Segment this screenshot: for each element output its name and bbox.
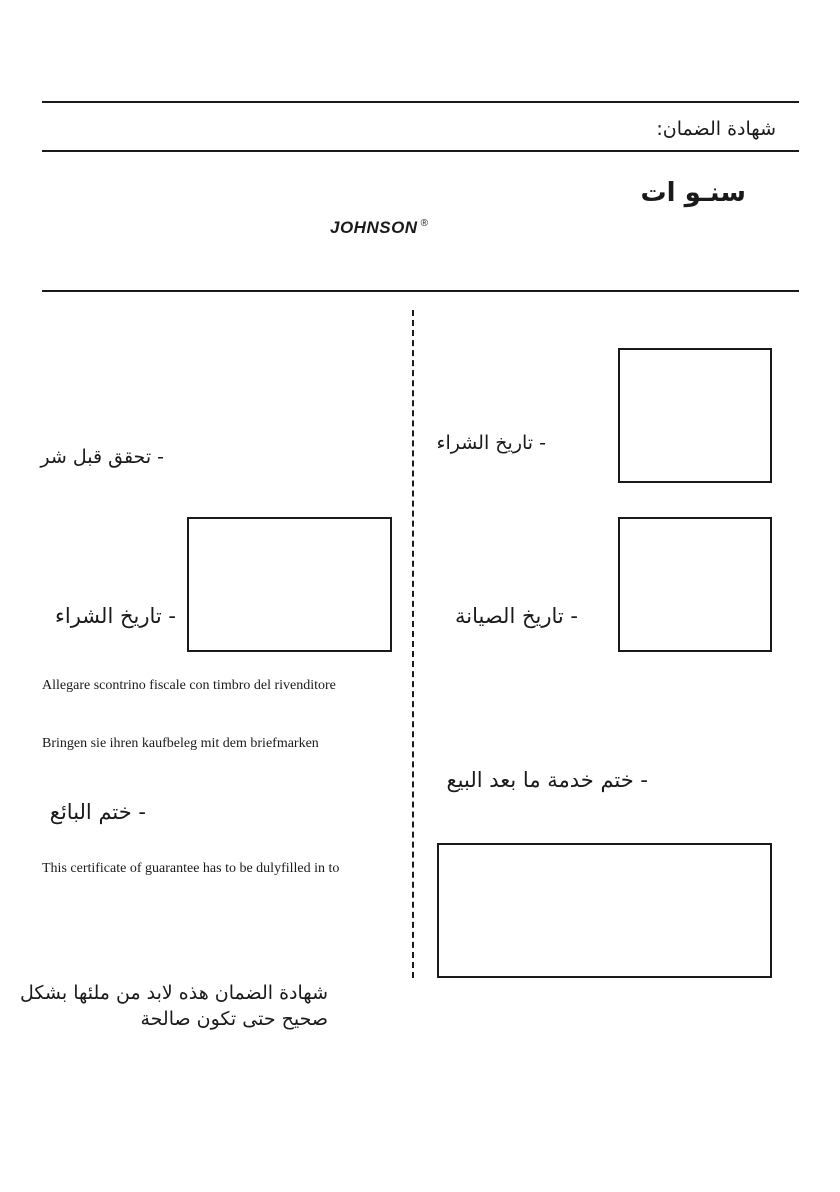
years-label: سنـو ات (640, 178, 746, 208)
german-note: Bringen sie ihren kaufbeleg mit dem briefmarken (42, 736, 319, 751)
left-purchase-date-label: - تاريخ الشراء (55, 604, 176, 628)
italian-note: Allegare scontrino fiscale con timbro del rivenditore (42, 678, 336, 693)
seller-stamp-label: - ختم البائع (49, 800, 146, 824)
arabic-note-line-1: شهادة الضمان هذه لابد من ملئها بشكل (20, 982, 328, 1004)
english-note: This certificate of guarantee has to be dulyfilled in to (42, 861, 340, 876)
header-bottom-rule (42, 150, 799, 152)
right-purchase-date-label: - تاريخ الشراء (436, 432, 546, 454)
registered-mark: ® (420, 218, 429, 230)
cut-line-divider (412, 310, 414, 978)
top-rule (42, 101, 799, 103)
maintenance-date-label: - تاريخ الصيانة (455, 604, 578, 628)
maintenance-date-box[interactable] (618, 517, 772, 652)
brand-logo (330, 218, 428, 238)
arabic-note-line-2: صحيح حتى تكون صالحة (140, 1008, 328, 1030)
after-sales-stamp-label: - ختم خدمة ما بعد البيع (446, 768, 648, 792)
check-before-purchase-label: - تحقق قبل شر (40, 446, 164, 468)
left-purchase-date-box[interactable] (187, 517, 392, 652)
section-rule (42, 290, 799, 292)
after-sales-stamp-box[interactable] (437, 843, 772, 978)
brand-name: JOHNSON (330, 218, 418, 237)
right-purchase-date-box[interactable] (618, 348, 772, 483)
warranty-title: شهادة الضمان: (656, 118, 776, 140)
